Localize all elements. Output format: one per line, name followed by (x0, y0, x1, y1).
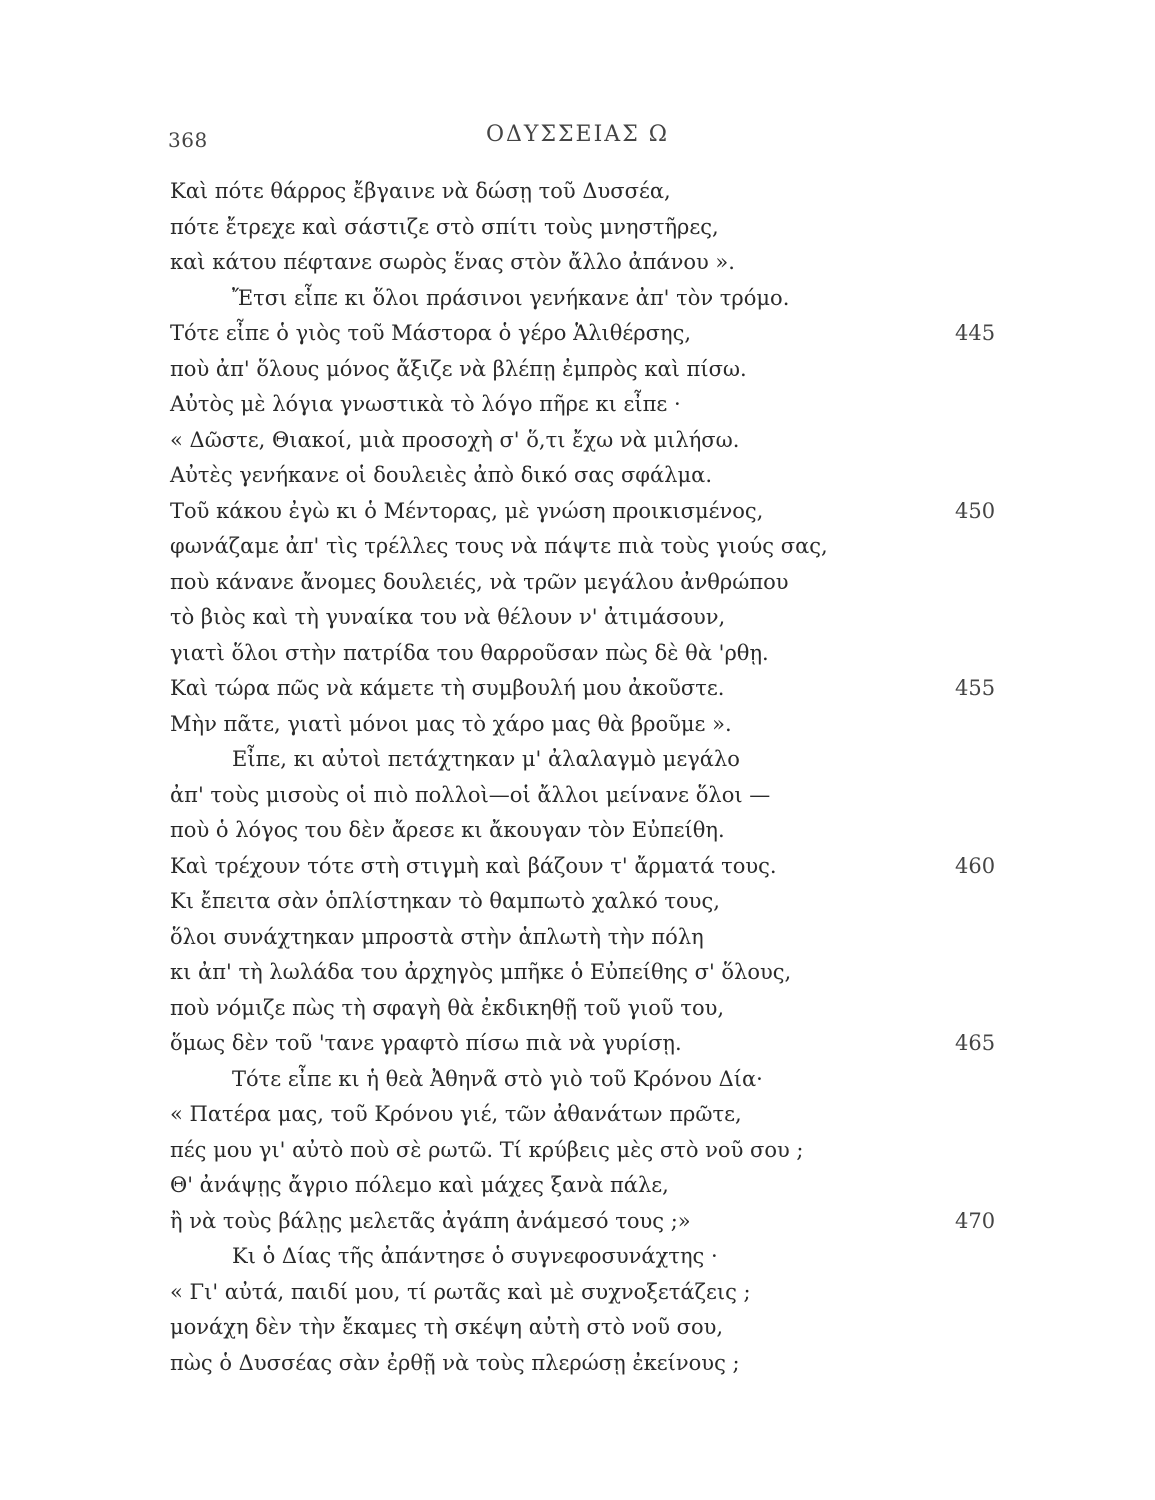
verse-line (170, 813, 970, 849)
verse-line (170, 352, 970, 388)
verse-text: Τότε εἶπε κι ἡ θεὰ Ἀθηνᾶ στὸ γιὸ τοῦ Κρόνου Δία· (232, 1066, 763, 1091)
verse-text: « Πατέρα μας, τοῦ Κρόνου γιέ, τῶν ἀθανάτων πρῶτε, (170, 1102, 742, 1126)
line-number: 455 (955, 676, 996, 700)
verse-line (170, 1204, 996, 1240)
verse-block (170, 174, 996, 1381)
verse-text: Τοῦ κάκου ἐγὼ κι ὁ Μέντορας, μὲ γνώση προικισμένος, (170, 498, 764, 523)
verse-line (170, 494, 996, 530)
line-number: 470 (955, 1208, 996, 1233)
verse-line (170, 387, 970, 423)
verse-text: Μὴν πᾶτε, γιατὶ μόνοι μας τὸ χάρο μας θὰ βροῦμε ». (170, 711, 732, 736)
verse-text: ὅμως δὲν τοῦ 'τανε γραφτὸ πίσω πιὰ νὰ γυρίσῃ. (170, 1031, 682, 1055)
verse-line (170, 1310, 970, 1346)
page-header (0, 112, 1155, 152)
verse-text: πότε ἔτρεχε καὶ σάστιζε στὸ σπίτι τοὺς μνηστῆρες, (170, 214, 719, 239)
verse-line (170, 281, 970, 317)
verse-line (170, 1097, 970, 1133)
verse-line (170, 778, 970, 814)
verse-line (170, 458, 970, 494)
verse-line (170, 1275, 970, 1311)
verse-text: ποὺ κάνανε ἄνομες δουλειές, νὰ τρῶν μεγάλου ἀνθρώπου (170, 569, 789, 594)
verse-text: ὅλοι συνάχτηκαν μπροστὰ στὴν ἁπλωτὴ τὴν πόλη (170, 924, 704, 949)
verse-line (170, 849, 996, 885)
verse-text: φωνάζαμε ἀπ' τὶς τρέλλες τους νὰ πάψτε πιὰ τοὺς γιούς σας, (170, 534, 828, 558)
verse-text: « Γι' αὐτά, παιδί μου, τί ρωτᾶς καὶ μὲ συχνοξετάζεις ; (170, 1279, 751, 1304)
verse-text: ἀπ' τοὺς μισοὺς οἱ πιὸ πολλοὶ—οἱ ἄλλοι μείνανε ὅλοι — (170, 782, 771, 807)
verse-text: Εἶπε, κι αὐτοὶ πετάχτηκαν μ' ἀλαλαγμὸ μεγάλο (232, 747, 740, 771)
verse-line (170, 174, 970, 210)
verse-line (170, 316, 996, 352)
line-number: 465 (955, 1031, 996, 1055)
line-number: 460 (955, 853, 996, 878)
verse-line (170, 1346, 970, 1382)
verse-text: κι ἀπ' τὴ λωλάδα του ἀρχηγὸς μπῆκε ὁ Εὐπείθης σ' ὅλους, (170, 960, 792, 984)
verse-line (170, 600, 970, 636)
verse-text: τὸ βιὸς καὶ τὴ γυναίκα του νὰ θέλουν ν' ἀτιμάσουν, (170, 605, 726, 629)
verse-line (170, 920, 970, 956)
verse-text: ποὺ ὁ λόγος του δὲν ἄρεσε κι ἄκουγαν τὸν Εὐπείθη. (170, 818, 725, 842)
verse-text: Τότε εἶπε ὁ γιὸς τοῦ Μάστορα ὁ γέρο Ἁλιθέρσης, (170, 321, 692, 345)
verse-line (170, 991, 970, 1027)
verse-text: Ἔτσι εἶπε κι ὅλοι πράσινοι γενήκανε ἀπ' τὸν τρόμο. (232, 285, 790, 310)
verse-line (170, 1026, 996, 1062)
page-number: 368 (168, 128, 208, 152)
verse-text: καὶ κάτου πέφτανε σωρὸς ἕνας στὸν ἄλλο ἀπάνου ». (170, 250, 735, 274)
verse-line (170, 245, 970, 281)
verse-line (170, 529, 970, 565)
verse-line (170, 636, 970, 672)
verse-line (170, 884, 970, 920)
verse-line (170, 955, 970, 991)
verse-text: ἢ νὰ τοὺς βάλῃς μελετᾶς ἀγάπη ἀνάμεσό τους ;» (170, 1208, 691, 1233)
verse-text: Καὶ τρέχουν τότε στὴ στιγμὴ καὶ βάζουν τ' ἄρματά τους. (170, 853, 777, 878)
verse-text: ποὺ ἀπ' ὅλους μόνος ἄξιζε νὰ βλέπῃ ἐμπρὸς καὶ πίσω. (170, 356, 747, 381)
verse-text: Καὶ τώρα πῶς νὰ κάμετε τὴ συμβουλή μου ἀκοῦστε. (170, 676, 725, 700)
verse-line (170, 1239, 970, 1275)
verse-line (170, 210, 970, 246)
verse-text: Θ' ἀνάψῃς ἄγριο πόλεμο καὶ μάχες ξανὰ πάλε, (170, 1173, 669, 1197)
verse-text: μονάχη δὲν τὴν ἔκαμες τὴ σκέψη αὐτὴ στὸ νοῦ σου, (170, 1315, 724, 1339)
verse-text: « Δῶστε, Θιακοί, μιὰ προσοχὴ σ' ὅ,τι ἔχω νὰ μιλήσω. (170, 427, 740, 452)
verse-line (170, 707, 970, 743)
verse-line (170, 742, 970, 778)
verse-line (170, 423, 970, 459)
verse-text: ποὺ νόμιζε πὼς τὴ σφαγὴ θὰ ἐκδικηθῇ τοῦ γιοῦ του, (170, 995, 725, 1020)
verse-text: πὼς ὁ Δυσσέας σὰν ἐρθῇ νὰ τοὺς πλερώσῃ ἐκείνους ; (170, 1350, 740, 1375)
verse-text: Κι ὁ Δίας τῆς ἀπάντησε ὁ συγνεφοσυνάχτης · (232, 1244, 718, 1268)
verse-text: Καὶ πότε θάρρος ἔβγαινε νὰ δώσῃ τοῦ Δυσσέα, (170, 179, 671, 203)
verse-text: γιατὶ ὅλοι στὴν πατρίδα του θαρροῦσαν πὼς δὲ θὰ 'ρθῃ. (170, 640, 769, 665)
verse-line (170, 671, 996, 707)
running-title: ΟΔΥΣΣΕΙΑΣ Ω (486, 122, 669, 147)
verse-text: Αὐτὸς μὲ λόγια γνωστικὰ τὸ λόγο πῆρε κι εἶπε · (170, 392, 681, 416)
verse-text: Κι ἔπειτα σὰν ὁπλίστηκαν τὸ θαμπωτὸ χαλκό τους, (170, 889, 720, 913)
verse-line (170, 1133, 970, 1169)
line-number: 445 (955, 321, 996, 345)
verse-line (170, 1168, 970, 1204)
verse-line (170, 1062, 970, 1098)
verse-line (170, 565, 970, 601)
verse-text: πές μου γι' αὐτὸ ποὺ σὲ ρωτῶ. Τί κρύβεις μὲς στὸ νοῦ σου ; (170, 1137, 804, 1162)
line-number: 450 (955, 498, 996, 523)
verse-text: Αὐτὲς γενήκανε οἱ δουλειὲς ἀπὸ δικό σας σφάλμα. (170, 463, 713, 487)
